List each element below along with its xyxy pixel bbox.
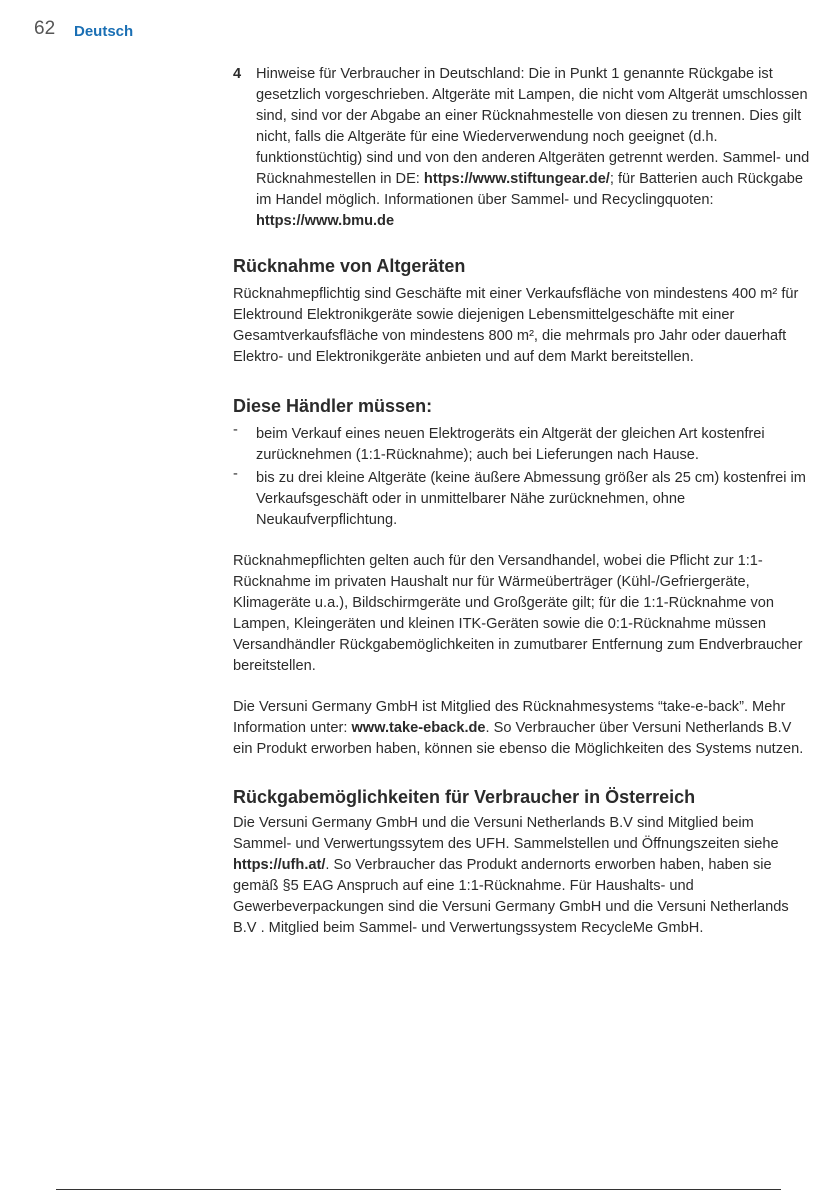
dealers-heading: Diese Händler müssen: [233, 396, 433, 416]
list-item-text: bis zu drei kleine Altgeräte (keine äußere Abmessung größer als 25 cm) kostenfrei im Verkaufsgeschäft oder in unmittelbarer Nähe zurücknehmen, ohne Neukaufverpflichtung. [256, 470, 806, 528]
austria-text-part1: Die Versuni Germany GmbH und die Versuni Netherlands B.V sind Mitglied beim Sammel- und Verwertungssytem des UFH. Sammelstellen und Öffnungszeiten siehe [233, 815, 779, 852]
list-item [233, 468, 813, 531]
versuni-text-part1: Die Versuni Germany GmbH ist Mitglied des Rücknahmesystems “take-e-back”. Mehr Information unter: [233, 699, 786, 736]
numbered-item-4 [233, 64, 813, 232]
dealers-list [233, 424, 813, 531]
austria-body [233, 813, 813, 939]
austria-heading: Rückgabemöglichkeiten für Verbraucher in Österreich [233, 787, 696, 807]
bottom-divider [56, 1189, 781, 1190]
item-4-text-part2: ; für Batterien auch Rückgabe im Handel möglich. Informationen über Sammel- und Recyclingquoten: [256, 171, 803, 208]
list-item-text: beim Verkauf eines neuen Elektrogeräts ein Altgerät der gleichen Art kostenfrei zurücknehmen (1:1-Rücknahme); auch bei Lieferungen nach Hause. [256, 426, 765, 463]
take-eback-link[interactable]: www.take-eback.de [351, 720, 486, 736]
dash-bullet: - [233, 466, 238, 482]
section-label: Deutsch [74, 23, 134, 40]
versuni-paragraph [233, 697, 813, 760]
austria-text-part2: . So Verbraucher das Produkt andernorts erworben haben, haben sie gemäß §5 EAG Anspruch auf eine 1:1-Rücknahme. Für Haushalts- und Gewerbeverpackungen sind die Versuni Germany GmbH und die Versuni Netherlands B.V . Mitglied beim Sammel- und Verwertungssystem RecycleMe GmbH. [233, 857, 789, 936]
ufh-link[interactable]: https://ufh.at/ [233, 857, 326, 873]
item-number: 4 [233, 66, 242, 82]
versuni-text-part2: . So Verbraucher über Versuni Netherlands B.V ein Produkt erworben haben, können sie ebenso die Möglichkeiten des Systems nutzen. [233, 720, 804, 757]
bmu-link[interactable]: https://www.bmu.de [256, 213, 395, 229]
return-body: Rücknahmepflichtig sind Geschäfte mit einer Verkaufsfläche von mindestens 400 m² für Elektround Elektronikgeräte sowie diejenigen Lebensmittelgeschäfte mit einer Gesamtverkaufsfläche von mindestens 800 m², die mehrmals pro Jahr oder dauerhaft Elektro- und Elektronikgeräte anbieten und auf dem Markt bereitstellen. [233, 286, 799, 365]
item-4-text [256, 64, 813, 232]
stiftungear-link[interactable]: https://www.stiftungear.de/ [423, 171, 610, 187]
main-content [233, 64, 813, 939]
dash-bullet: - [233, 422, 238, 438]
return-heading: Rücknahme von Altgeräten [233, 256, 466, 276]
list-item [233, 424, 813, 466]
page-number: 62 [34, 18, 56, 39]
mail-order-paragraph: Rücknahmepflichten gelten auch für den Versandhandel, wobei die Pflicht zur 1:1-Rücknahme im privaten Haushalt nur für Wärmeüberträger (Kühl-/Gefriergeräte, Klimageräte u.a.), Bildschirmgeräte und Großgeräte gilt; für die 1:1-Rücknahme von Lampen, Kleingeräten und kleinen ITK-Geräten sowie die 0:1-Rücknahme müssen Versandhändler Rückgabemöglichkeiten in zumutbarer Entfernung zum Endverbraucher bereitstellen. [233, 553, 803, 674]
item-4-text-part1: Hinweise für Verbraucher in Deutschland: Die in Punkt 1 genannte Rückgabe ist gesetzlich vorgeschrieben. Altgeräte mit Lampen, die nicht vom Altgerät umschlossen sind, sind vor der Abgabe an einer Rücknahmestelle von diesen zu trennen. Dies gilt nicht, falls die Altgeräte für eine Wiederverwendung noch geeignet (d.h. funktionstüchtig) sind und von den anderen Altgeräten getrennt werden. Sammel- und Rücknahmestellen in DE: [256, 66, 810, 187]
